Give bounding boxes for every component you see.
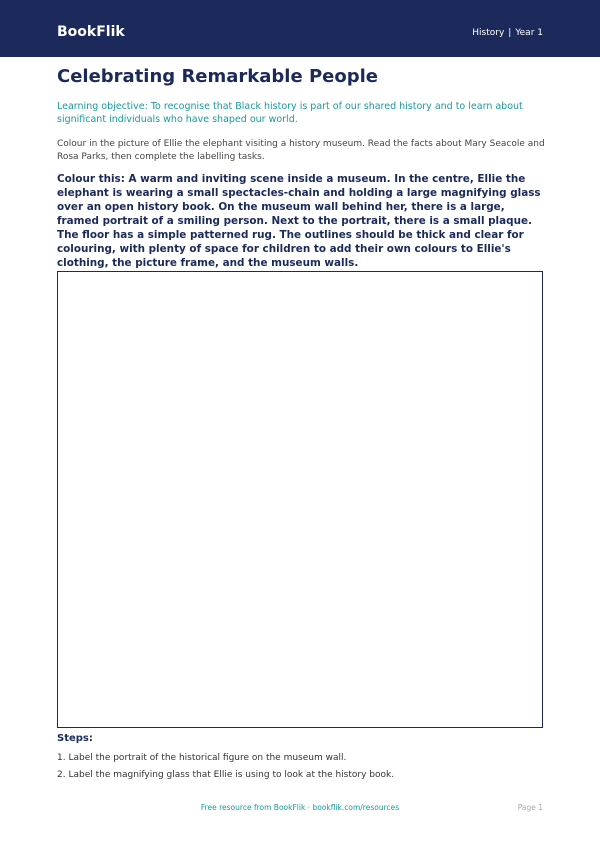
footer-resource-link[interactable]: Free resource from BookFlik · bookflik.com/resources [200, 803, 400, 812]
page-number: Page 1 [517, 803, 543, 812]
step-item: 2. Label the magnifying glass that Ellie is using to look at the history book. [57, 770, 395, 780]
subject-label: History [472, 28, 505, 38]
steps-list [57, 750, 557, 784]
header-bar [0, 0, 600, 57]
year-label: Year 1 [515, 28, 543, 38]
page-title: Celebrating Remarkable People [57, 66, 378, 87]
colouring-prompt: Colour this: A warm and inviting scene inside a museum. In the centre, Ellie the elephant is wearing a small spectacles-chain and holding a large magnifying glass over an open history book. On the museum wall behind her, there is a large, framed portrait of a smiling person. Next to the portrait, there is a small plaque. The floor has a simple patterned rug. The outlines should be thick and clear for colouring, with plenty of space for children to add their own colours to Ellie's clothing, the picture frame, and the museum walls. [57, 173, 541, 269]
steps-heading: Steps: [57, 733, 93, 744]
learning-objective: Learning objective: To recognise that Black history is part of our shared history and to learn about significant individuals who have shaped our world. [57, 101, 523, 125]
meta-separator: | [508, 28, 512, 38]
intro-text: Colour in the picture of Ellie the elephant visiting a history museum. Read the facts about Mary Seacole and Rosa Parks, then complete the labelling tasks. [57, 139, 545, 162]
brand-logo[interactable]: BookFlik [57, 24, 125, 40]
step-item: 1. Label the portrait of the historical figure on the museum wall. [57, 753, 347, 763]
header-meta [472, 27, 543, 39]
colouring-area [57, 271, 543, 728]
